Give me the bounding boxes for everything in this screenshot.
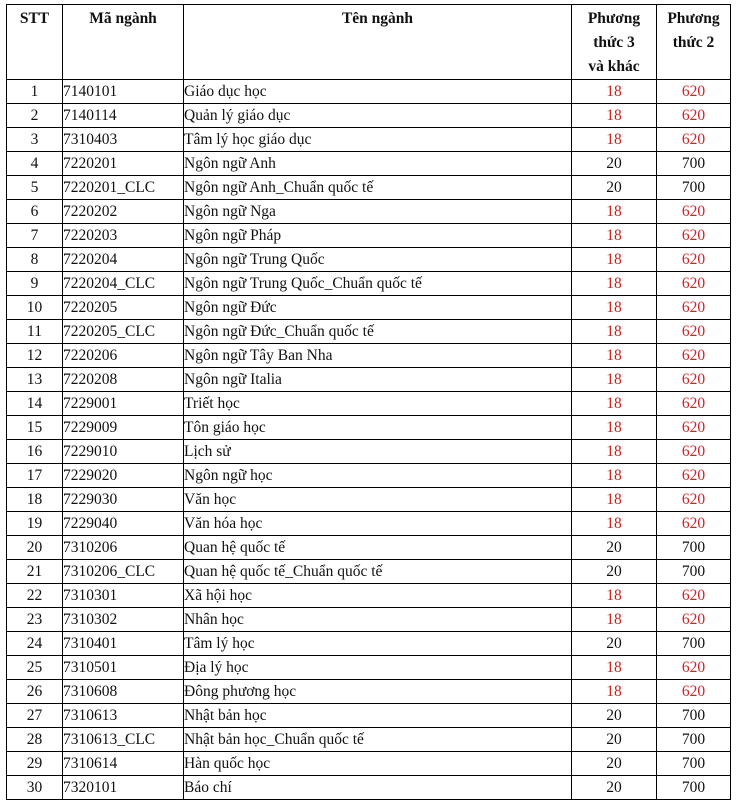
table-row <box>7 560 731 584</box>
table-row <box>7 296 731 320</box>
code-cell: 7310501 <box>63 656 184 680</box>
method-3-score-cell: 18 <box>572 656 657 680</box>
method-3-score-cell: 18 <box>572 200 657 224</box>
method-2-score-cell: 620 <box>657 656 731 680</box>
method-3-score-cell: 18 <box>572 344 657 368</box>
code-cell: 7220201_CLC <box>63 176 184 200</box>
name-cell: Văn học <box>184 488 572 512</box>
header-method-3-line3: và khác <box>588 58 640 75</box>
code-cell: 7310403 <box>63 128 184 152</box>
method-3-score-cell: 18 <box>572 80 657 104</box>
method-2-score-cell: 620 <box>657 224 731 248</box>
table-row <box>7 320 731 344</box>
code-cell: 7220205_CLC <box>63 320 184 344</box>
stt-cell: 10 <box>7 296 63 320</box>
name-cell: Ngôn ngữ Tây Ban Nha <box>184 344 572 368</box>
code-cell: 7320101 <box>63 776 184 800</box>
code-cell: 7310613 <box>63 704 184 728</box>
code-cell: 7229010 <box>63 440 184 464</box>
header-method-2 <box>657 5 731 80</box>
table-body <box>7 80 731 800</box>
code-cell: 7229001 <box>63 392 184 416</box>
name-cell: Tâm lý học giáo dục <box>184 128 572 152</box>
name-cell: Địa lý học <box>184 656 572 680</box>
stt-cell: 18 <box>7 488 63 512</box>
method-3-score-cell: 20 <box>572 176 657 200</box>
name-cell: Ngôn ngữ Trung Quốc_Chuẩn quốc tế <box>184 272 572 296</box>
method-2-score-cell: 620 <box>657 272 731 296</box>
header-stt: STT <box>7 5 63 80</box>
stt-cell: 7 <box>7 224 63 248</box>
header-method-3-line1: Phương <box>587 10 641 27</box>
table-row <box>7 656 731 680</box>
method-3-score-cell: 18 <box>572 464 657 488</box>
table-row <box>7 584 731 608</box>
stt-cell: 26 <box>7 680 63 704</box>
table-row <box>7 728 731 752</box>
name-cell: Ngôn ngữ Anh_Chuẩn quốc tế <box>184 176 572 200</box>
table-row <box>7 80 731 104</box>
stt-cell: 27 <box>7 704 63 728</box>
method-2-score-cell: 620 <box>657 344 731 368</box>
table-row <box>7 440 731 464</box>
code-cell: 7220208 <box>63 368 184 392</box>
table-row <box>7 536 731 560</box>
table-row <box>7 512 731 536</box>
stt-cell: 16 <box>7 440 63 464</box>
stt-cell: 19 <box>7 512 63 536</box>
header-row <box>7 5 731 80</box>
name-cell: Báo chí <box>184 776 572 800</box>
method-3-score-cell: 18 <box>572 680 657 704</box>
code-cell: 7310206_CLC <box>63 560 184 584</box>
table-row <box>7 176 731 200</box>
code-cell: 7310401 <box>63 632 184 656</box>
method-2-score-cell: 700 <box>657 704 731 728</box>
table-row <box>7 152 731 176</box>
name-cell: Quan hệ quốc tế <box>184 536 572 560</box>
method-2-score-cell: 700 <box>657 536 731 560</box>
code-cell: 7229009 <box>63 416 184 440</box>
stt-cell: 9 <box>7 272 63 296</box>
table-row <box>7 416 731 440</box>
method-2-score-cell: 700 <box>657 752 731 776</box>
method-3-score-cell: 18 <box>572 416 657 440</box>
method-2-score-cell: 620 <box>657 80 731 104</box>
code-cell: 7220204_CLC <box>63 272 184 296</box>
admission-table <box>6 4 731 800</box>
stt-cell: 4 <box>7 152 63 176</box>
name-cell: Xã hội học <box>184 584 572 608</box>
code-cell: 7140114 <box>63 104 184 128</box>
name-cell: Đông phương học <box>184 680 572 704</box>
code-cell: 7220205 <box>63 296 184 320</box>
method-2-score-cell: 620 <box>657 680 731 704</box>
method-3-score-cell: 18 <box>572 224 657 248</box>
stt-cell: 11 <box>7 320 63 344</box>
header-method-3 <box>572 5 657 80</box>
method-2-score-cell: 620 <box>657 416 731 440</box>
code-cell: 7220206 <box>63 344 184 368</box>
table-row <box>7 488 731 512</box>
table-row <box>7 752 731 776</box>
method-2-score-cell: 620 <box>657 128 731 152</box>
stt-cell: 25 <box>7 656 63 680</box>
stt-cell: 1 <box>7 80 63 104</box>
method-3-score-cell: 20 <box>572 752 657 776</box>
method-2-score-cell: 620 <box>657 584 731 608</box>
name-cell: Nhật bản học <box>184 704 572 728</box>
method-2-score-cell: 700 <box>657 176 731 200</box>
code-cell: 7229020 <box>63 464 184 488</box>
table-row <box>7 272 731 296</box>
stt-cell: 13 <box>7 368 63 392</box>
method-3-score-cell: 20 <box>572 776 657 800</box>
header-code: Mã ngành <box>63 5 184 80</box>
table-row <box>7 392 731 416</box>
table-row <box>7 248 731 272</box>
code-cell: 7310614 <box>63 752 184 776</box>
method-3-score-cell: 20 <box>572 152 657 176</box>
table-row <box>7 632 731 656</box>
name-cell: Hàn quốc học <box>184 752 572 776</box>
header-method-3-line2: thức 3 <box>593 34 635 51</box>
stt-cell: 24 <box>7 632 63 656</box>
name-cell: Ngôn ngữ Italia <box>184 368 572 392</box>
code-cell: 7229040 <box>63 512 184 536</box>
method-3-score-cell: 18 <box>572 248 657 272</box>
stt-cell: 14 <box>7 392 63 416</box>
method-2-score-cell: 620 <box>657 464 731 488</box>
table-row <box>7 680 731 704</box>
code-cell: 7220204 <box>63 248 184 272</box>
stt-cell: 28 <box>7 728 63 752</box>
table-row <box>7 704 731 728</box>
method-3-score-cell: 18 <box>572 584 657 608</box>
header-name: Tên ngành <box>184 5 572 80</box>
code-cell: 7310608 <box>63 680 184 704</box>
table-row <box>7 368 731 392</box>
name-cell: Văn hóa học <box>184 512 572 536</box>
name-cell: Lịch sử <box>184 440 572 464</box>
stt-cell: 2 <box>7 104 63 128</box>
stt-cell: 17 <box>7 464 63 488</box>
stt-cell: 29 <box>7 752 63 776</box>
name-cell: Quan hệ quốc tế_Chuẩn quốc tế <box>184 560 572 584</box>
code-cell: 7229030 <box>63 488 184 512</box>
header-method-2-line1: Phương <box>667 10 720 27</box>
method-2-score-cell: 700 <box>657 776 731 800</box>
stt-cell: 22 <box>7 584 63 608</box>
method-3-score-cell: 18 <box>572 608 657 632</box>
code-cell: 7140101 <box>63 80 184 104</box>
name-cell: Giáo dục học <box>184 80 572 104</box>
stt-cell: 20 <box>7 536 63 560</box>
method-3-score-cell: 18 <box>572 488 657 512</box>
table-row <box>7 344 731 368</box>
method-2-score-cell: 700 <box>657 728 731 752</box>
name-cell: Ngôn ngữ Trung Quốc <box>184 248 572 272</box>
method-2-score-cell: 620 <box>657 320 731 344</box>
name-cell: Ngôn ngữ Anh <box>184 152 572 176</box>
name-cell: Ngôn ngữ Đức <box>184 296 572 320</box>
stt-cell: 30 <box>7 776 63 800</box>
table-row <box>7 464 731 488</box>
method-2-score-cell: 700 <box>657 632 731 656</box>
stt-cell: 12 <box>7 344 63 368</box>
name-cell: Quản lý giáo dục <box>184 104 572 128</box>
method-2-score-cell: 620 <box>657 200 731 224</box>
method-3-score-cell: 18 <box>572 272 657 296</box>
method-2-score-cell: 700 <box>657 152 731 176</box>
table-row <box>7 608 731 632</box>
stt-cell: 5 <box>7 176 63 200</box>
method-3-score-cell: 18 <box>572 320 657 344</box>
method-3-score-cell: 18 <box>572 296 657 320</box>
table-row <box>7 128 731 152</box>
method-2-score-cell: 620 <box>657 440 731 464</box>
method-2-score-cell: 620 <box>657 296 731 320</box>
method-3-score-cell: 20 <box>572 560 657 584</box>
table-row <box>7 200 731 224</box>
table-row <box>7 224 731 248</box>
method-3-score-cell: 18 <box>572 104 657 128</box>
name-cell: Nhân học <box>184 608 572 632</box>
stt-cell: 6 <box>7 200 63 224</box>
name-cell: Ngôn ngữ Pháp <box>184 224 572 248</box>
method-3-score-cell: 18 <box>572 440 657 464</box>
method-2-score-cell: 620 <box>657 392 731 416</box>
table-row <box>7 776 731 800</box>
name-cell: Ngôn ngữ Nga <box>184 200 572 224</box>
method-3-score-cell: 18 <box>572 368 657 392</box>
table-row <box>7 104 731 128</box>
stt-cell: 3 <box>7 128 63 152</box>
stt-cell: 23 <box>7 608 63 632</box>
name-cell: Tôn giáo học <box>184 416 572 440</box>
method-2-score-cell: 620 <box>657 248 731 272</box>
code-cell: 7220201 <box>63 152 184 176</box>
name-cell: Triết học <box>184 392 572 416</box>
method-2-score-cell: 620 <box>657 104 731 128</box>
name-cell: Tâm lý học <box>184 632 572 656</box>
code-cell: 7220203 <box>63 224 184 248</box>
method-2-score-cell: 700 <box>657 560 731 584</box>
code-cell: 7310301 <box>63 584 184 608</box>
stt-cell: 8 <box>7 248 63 272</box>
code-cell: 7220202 <box>63 200 184 224</box>
name-cell: Nhật bản học_Chuẩn quốc tế <box>184 728 572 752</box>
method-3-score-cell: 18 <box>572 512 657 536</box>
method-3-score-cell: 20 <box>572 704 657 728</box>
code-cell: 7310613_CLC <box>63 728 184 752</box>
stt-cell: 15 <box>7 416 63 440</box>
code-cell: 7310302 <box>63 608 184 632</box>
stt-cell: 21 <box>7 560 63 584</box>
method-3-score-cell: 18 <box>572 128 657 152</box>
name-cell: Ngôn ngữ học <box>184 464 572 488</box>
code-cell: 7310206 <box>63 536 184 560</box>
method-2-score-cell: 620 <box>657 488 731 512</box>
method-3-score-cell: 18 <box>572 392 657 416</box>
method-2-score-cell: 620 <box>657 608 731 632</box>
name-cell: Ngôn ngữ Đức_Chuẩn quốc tế <box>184 320 572 344</box>
method-2-score-cell: 620 <box>657 368 731 392</box>
method-3-score-cell: 20 <box>572 632 657 656</box>
method-3-score-cell: 20 <box>572 728 657 752</box>
method-3-score-cell: 20 <box>572 536 657 560</box>
method-2-score-cell: 620 <box>657 512 731 536</box>
header-method-2-line2: thức 2 <box>672 34 715 51</box>
